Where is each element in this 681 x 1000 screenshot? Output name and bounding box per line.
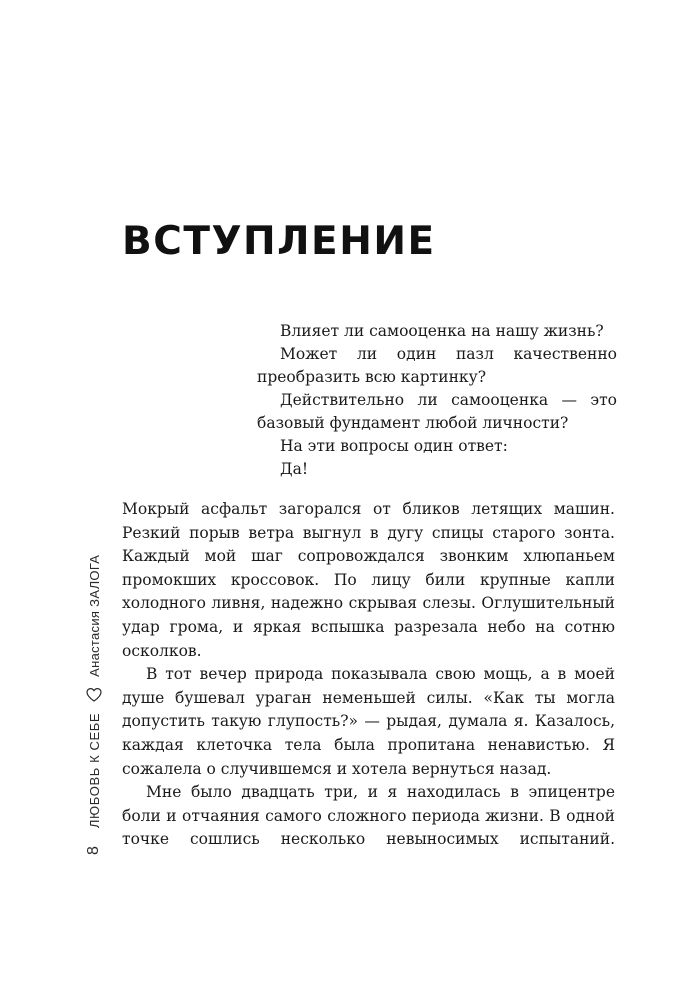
body-paragraph: В тот вечер природа показывала свою мощь, а в моей душе бушевал ураган неменьшей силы. «Как ты могла допустить такую глупость?» — рыдая, думала я. Казалось, каждая клеточка тела была пропитана ненавистью. Я сожалела о случившемся и хотела вернуться назад. [122, 665, 615, 778]
epigraph [257, 320, 617, 481]
side-running-head-text [84, 555, 104, 855]
epigraph-line: Действительно ли самооценка — это базовый фундамент любой личности? [257, 391, 617, 432]
epigraph-line: Да! [280, 460, 309, 478]
body-paragraph: Мне было двадцать три, и я находилась в эпицентре боли и отчаяния самого сложного периода жизни. В одной точке сошлись несколько невыносимых испытаний. [122, 783, 615, 849]
epigraph-line: Влияет ли самооценка на нашу жизнь? [280, 322, 604, 340]
heart-outline-icon [86, 687, 102, 703]
epigraph-line: Может ли один пазл качественно преобразить всю картинку? [257, 345, 617, 386]
body-paragraph: Мокрый асфальт загорался от бликов летящих машин. Резкий порыв ветра выгнул в дугу спицы старого зонта. Каждый мой шаг сопровождался звонким хлюпаньем промокших кроссовок. По лицу били крупные капли холодного ливня, надежно скрывая слезы. Оглушительный удар грома, и яркая вспышка разрезала небо на сотню осколков. [122, 500, 615, 660]
author-name: Анастасия ЗАЛОГА [86, 554, 102, 677]
body-text [122, 498, 615, 852]
running-title: ЛЮБОВЬ К СЕБЕ [86, 712, 102, 829]
chapter-title: ВСТУПЛЕНИЕ [122, 219, 436, 264]
page-number: 8 [85, 846, 102, 855]
side-running-head [64, 554, 104, 865]
epigraph-line: На эти вопросы один ответ: [280, 437, 508, 455]
